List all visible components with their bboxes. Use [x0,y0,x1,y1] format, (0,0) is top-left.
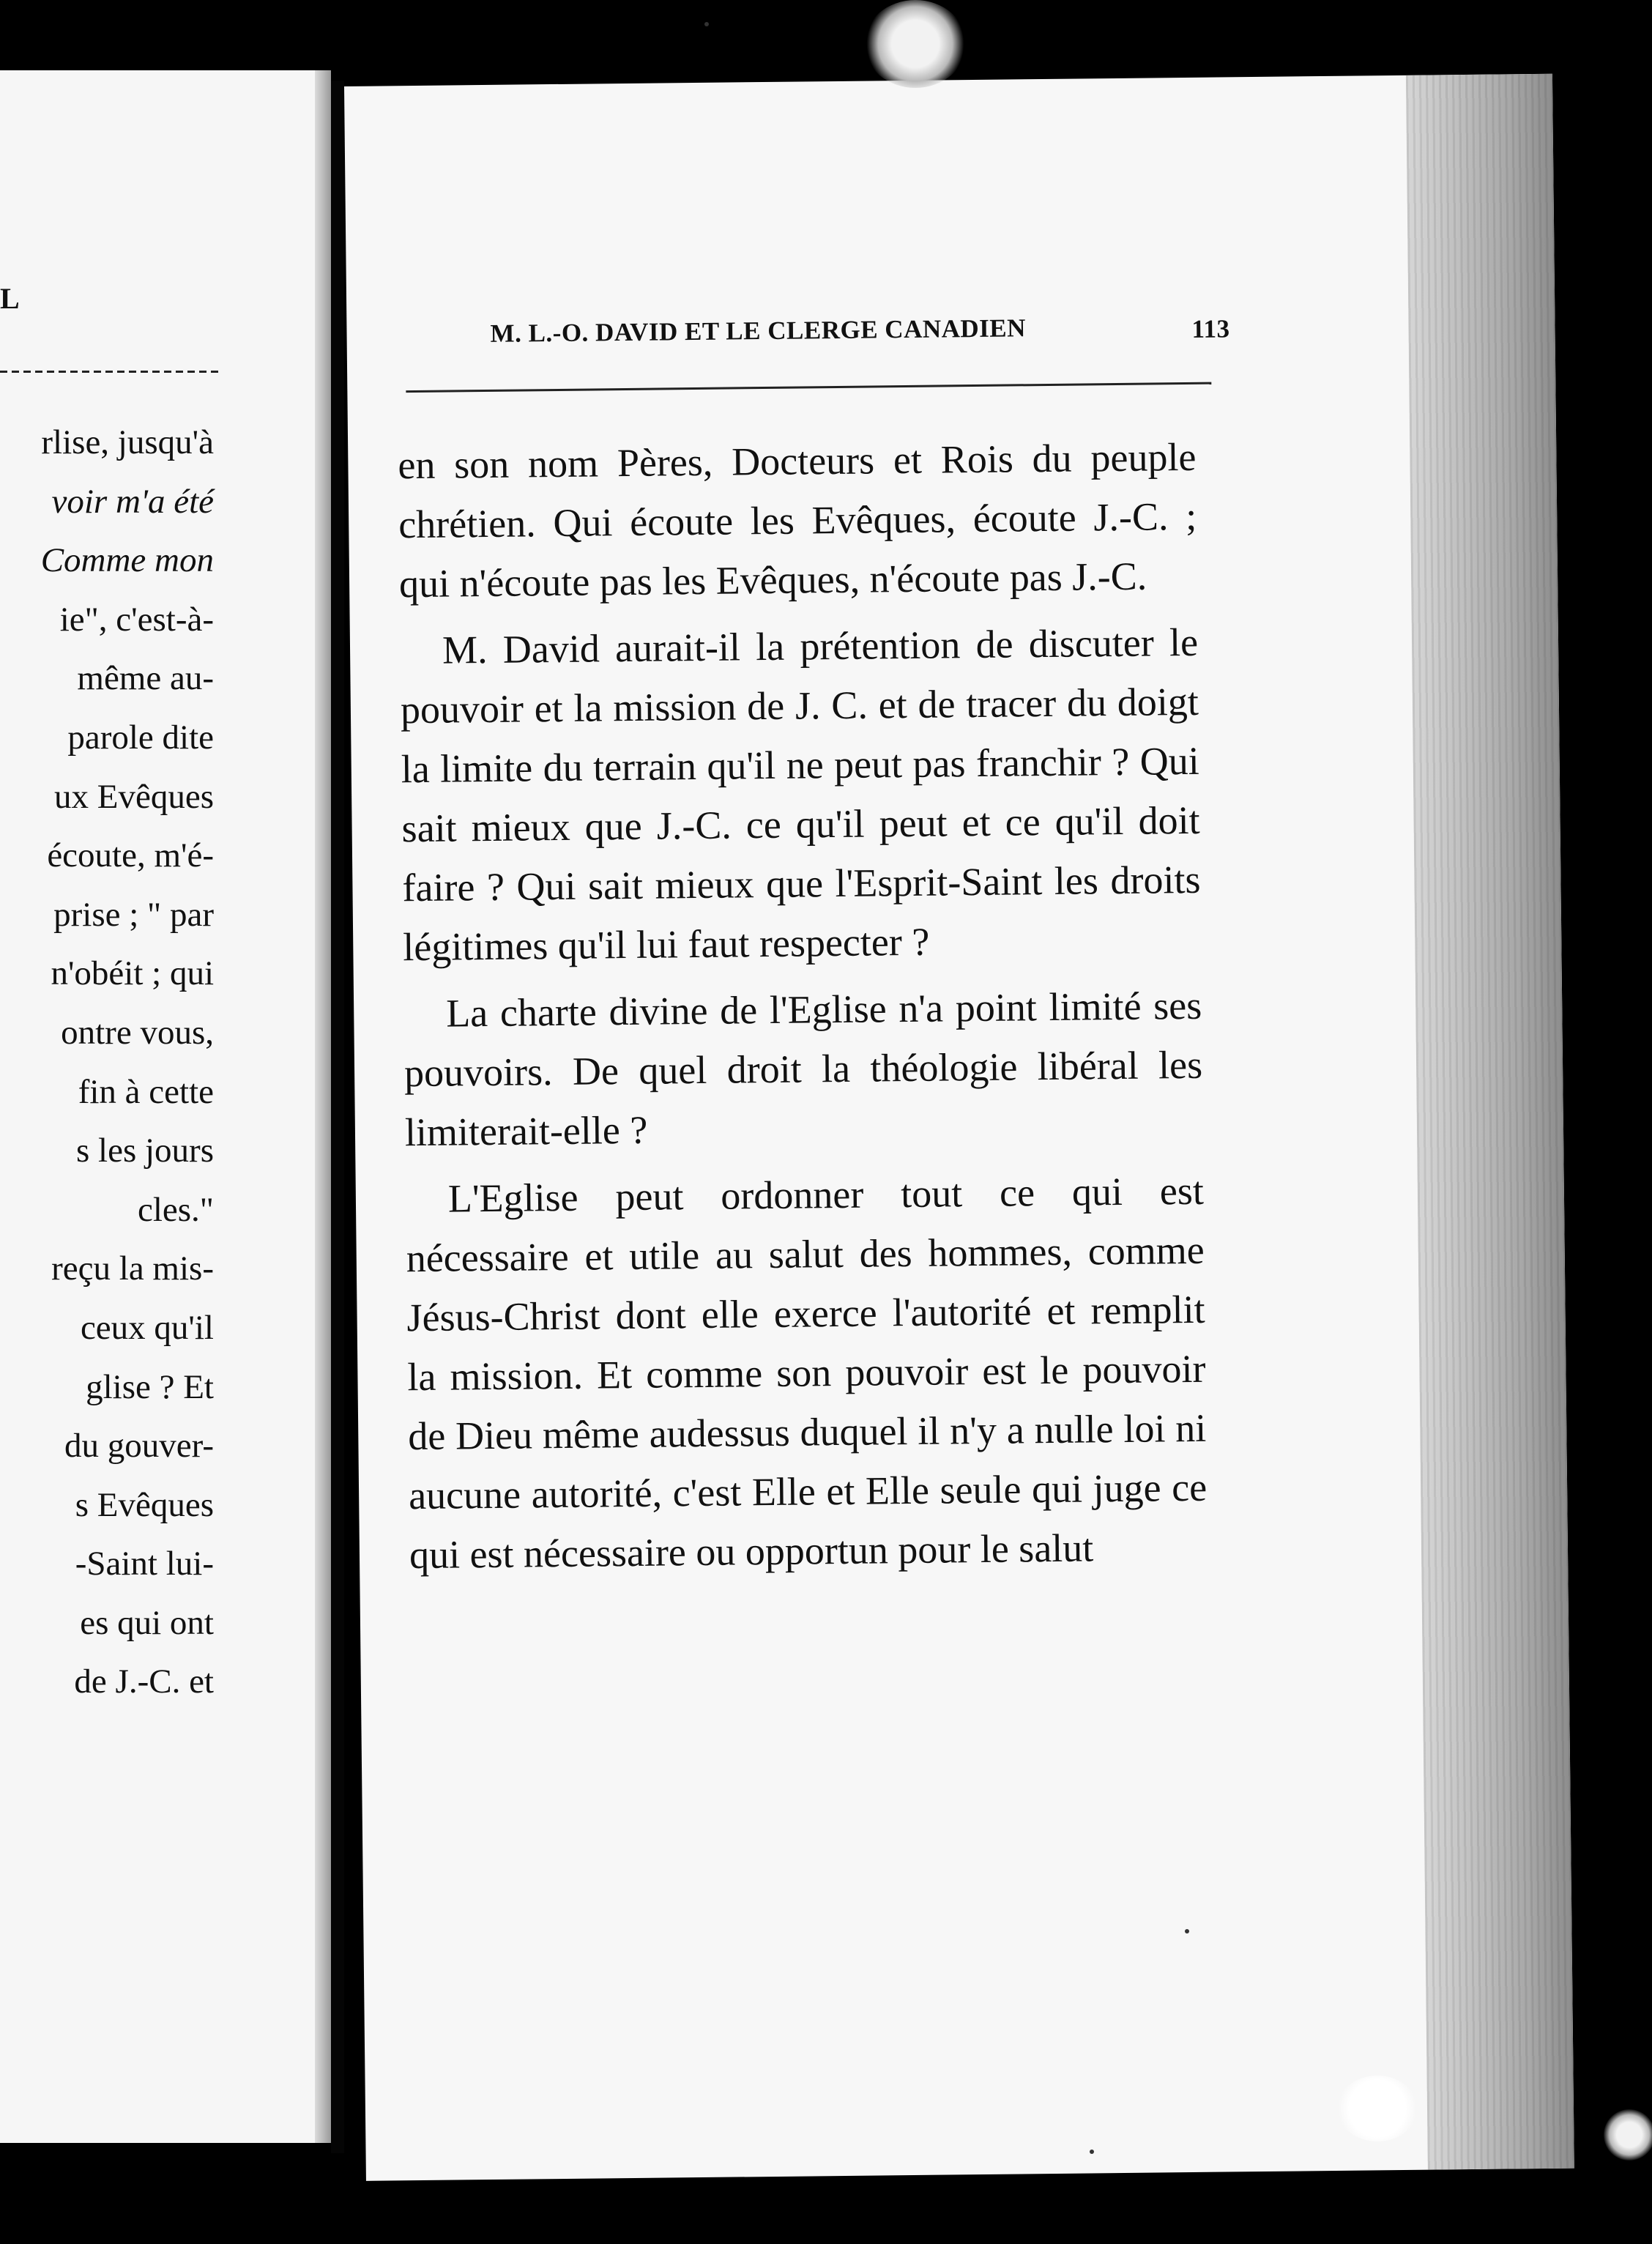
left-page-line: reçu la mis- [51,1249,214,1288]
left-page-line: prise ; " par [53,895,214,934]
left-page-line: glise ? Et [86,1367,214,1406]
left-page-line: même au- [77,659,214,698]
left-page-line: du gouver- [64,1427,214,1465]
header-rule [406,382,1211,393]
right-page [344,74,1574,2181]
left-page-line: Comme mon [40,541,214,580]
page-edge-stack [1406,74,1574,2170]
left-page-line: ie", c'est-à- [59,600,214,639]
left-page-line: voir m'a été [51,482,214,521]
left-page-line: parole dite [67,718,214,757]
binding-gutter [331,81,344,2153]
left-page-line: ontre vous, [61,1013,214,1052]
left-facing-page [0,70,315,2143]
left-page-line: -Saint lui- [75,1545,214,1583]
scan-blemish [1604,2109,1652,2161]
left-page-line: écoute, m'é- [47,836,214,875]
left-page-line: rlise, jusqu'à [41,423,214,461]
left-running-head: L [0,282,20,315]
left-page-line: n'obéit ; qui [51,954,214,993]
running-head [490,311,1230,348]
left-page-line: es qui ont [80,1603,214,1642]
scan-speck [1090,2150,1094,2154]
body-text [398,428,1208,1592]
paragraph: M. David aurait-il la prétention de discuter le pouvoir et la mission de J. C. et de tracer du doigt la limite du terrain qu'il ne peut pas franchir ? Qui sait mieux que J.-C. ce qu'il peut et ce qu'il doit faire ? Qui sait mieux que l'Esprit-Saint les droits légitimes qu'il lui faut respecter ? [400,620,1201,970]
left-header-rule [0,371,220,373]
scan-speck [1185,1929,1189,1933]
scan-blemish [864,0,967,88]
paragraph: L'Eglise peut ordonner tout ce qui est nécessaire et utile au salut des hommes, comme Jésus-Christ dont elle exerce l'autorité et remplit la mission. Et comme son pouvoir est le pouvoir de Dieu même audessus duquel il n'y a nulle loi ni aucune autorité, c'est Elle et Elle seule qui juge ce qui est nécessaire ou opportun pour le salut [406,1168,1208,1578]
running-title: M. L.-O. DAVID ET LE CLERGE CANADIEN [490,313,1027,348]
left-page-line: s Evêques [75,1485,214,1524]
left-page-line: ceux qu'il [80,1308,214,1347]
gutter-shadow [315,70,331,2143]
paragraph: La charte divine de l'Eglise n'a point limité ses pouvoirs. De quel droit la théologie libéral les limiterait-elle ? [403,983,1203,1155]
left-page-text [41,413,214,1712]
paragraph: en son nom Pères, Docteurs et Rois du peuple chrétien. Qui écoute les Evêques, écoute J.-C. ; qui n'écoute pas les Evêques, n'écoute pas J.-C. [398,434,1197,606]
page-number: 113 [1191,314,1230,343]
left-page-line: de J.-C. et [74,1662,214,1701]
left-page-line: cles." [137,1190,214,1229]
scan-glare [1337,2076,1418,2141]
left-page-line: ux Evêques [54,777,214,816]
left-page-line: s les jours [76,1132,214,1170]
left-page-line: fin à cette [78,1072,214,1111]
scan-speck [704,22,709,26]
